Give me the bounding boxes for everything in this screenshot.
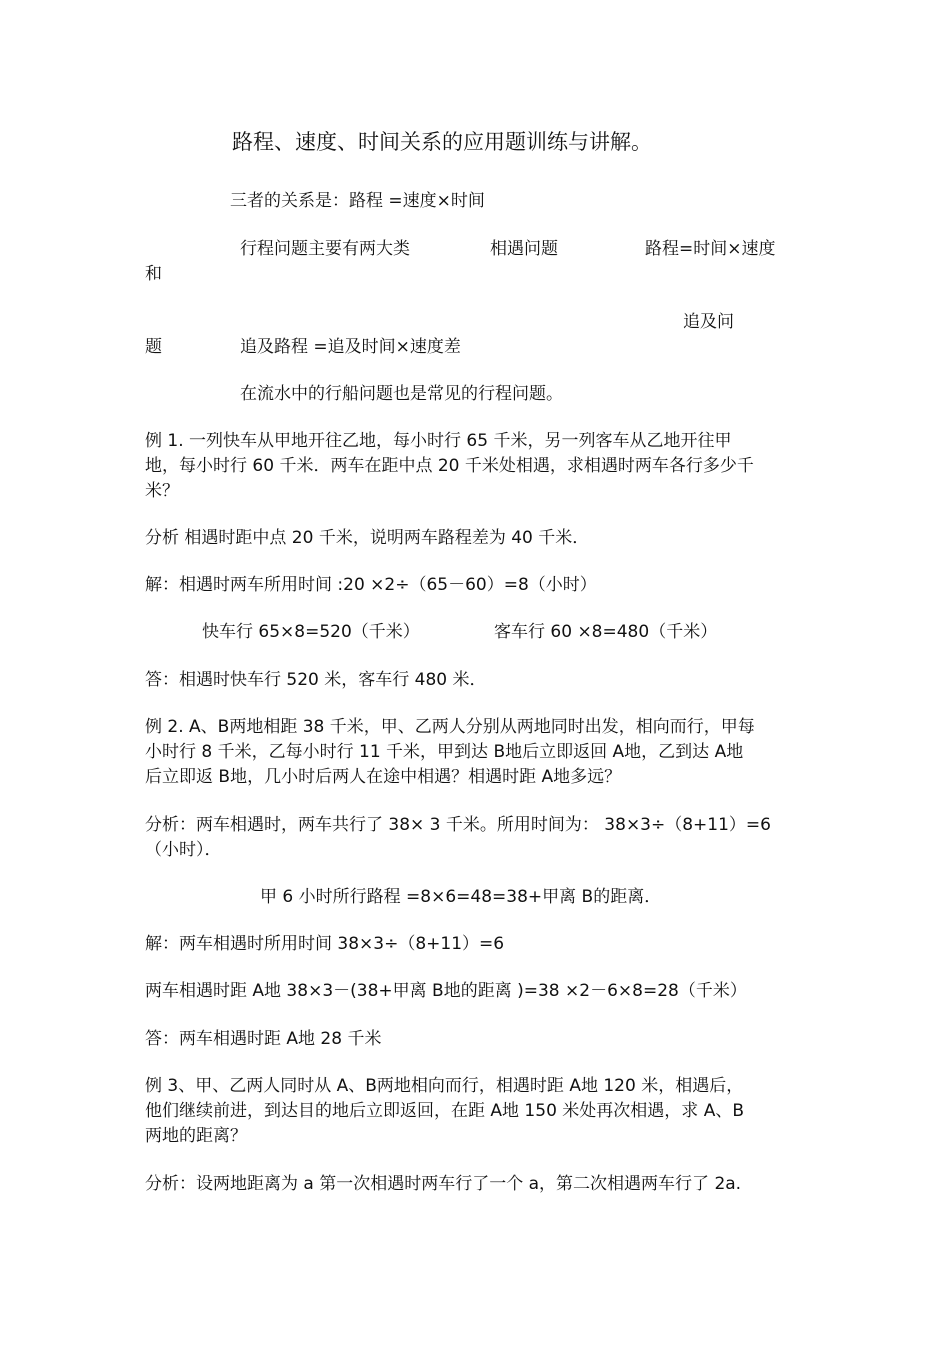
ex2-solution-line: 解：两车相遇时所用时间 38×3÷（8+11）=6	[145, 934, 505, 954]
ex3-question-line: 两地的距离？	[145, 1126, 247, 1146]
meet-formula: 路程=时间×速度	[645, 239, 776, 259]
page-title: 路程、速度、时间关系的应用题训练与讲解。	[232, 130, 652, 154]
ex2-answer: 答：两车相遇时距 A地 28 千米	[145, 1029, 382, 1049]
ex2-question-line: 后立即返 B地，几小时后两人在途中相遇？相遇时距 A地多远？	[145, 767, 622, 787]
ex3-analysis: 分析：设两地距离为 a 第一次相遇时两车行了一个 a，第二次相遇两车行了 2a.	[145, 1174, 742, 1194]
chase-label-a: 追及问	[683, 312, 734, 332]
chase-formula: 追及路程 =追及时间×速度差	[240, 337, 461, 357]
ex1-question-line: 例 1. 一列快车从甲地开往乙地，每小时行 65 千米，另一列客车从乙地开往甲	[145, 431, 732, 451]
ex2-solution-line: 两车相遇时距 A地 38×3－(38+甲离 B地的距离 )=38 ×2－6×8=28（千米）	[145, 981, 747, 1001]
ex2-question-line: 例 2. A、B两地相距 38 千米，甲、乙两人分别从两地同时出发，相向而行，甲每	[145, 717, 755, 737]
ex1-question-line: 米？	[145, 481, 179, 501]
ex2-question-line: 小时行 8 千米，乙每小时行 11 千米，甲到达 B地后立即返回 A地，乙到达 A地	[145, 742, 744, 762]
meet-label: 相遇问题	[490, 239, 558, 259]
ex1-slow-train: 客车行 60 ×8=480（千米）	[494, 622, 718, 642]
chase-label-b: 题	[145, 337, 162, 357]
ex3-question-line: 例 3、甲、乙两人同时从 A、B两地相向而行，相遇时距 A地 120 米，相遇后，	[145, 1076, 744, 1096]
ex1-fast-train: 快车行 65×8=520（千米）	[202, 622, 420, 642]
relation-line: 三者的关系是：路程 =速度×时间	[230, 191, 485, 211]
ex2-note: 甲 6 小时所行路程 =8×6=48=38+甲离 B的距离．	[260, 887, 662, 907]
types-lead: 行程问题主要有两大类	[240, 239, 410, 259]
ex2-analysis-line: （小时）．	[145, 840, 222, 860]
ex1-solution: 解：相遇时两车所用时间 :20 ×2÷（65－60）=8（小时）	[145, 575, 597, 595]
and-word: 和	[145, 264, 162, 284]
ex2-analysis-line: 分析：两车相遇时，两车共行了 38× 3 千米。所用时间为： 38×3÷（8+11）=6	[145, 815, 771, 835]
boat-line: 在流水中的行船问题也是常见的行程问题。	[240, 384, 563, 404]
ex1-question-line: 地，每小时行 60 千米．两车在距中点 20 千米处相遇，求相遇时两车各行多少千	[145, 456, 754, 476]
ex3-question-line: 他们继续前进，到达目的地后立即返回，在距 A地 150 米处再次相遇，求 A、B	[145, 1101, 744, 1121]
ex1-answer: 答：相遇时快车行 520 米，客车行 480 米．	[145, 670, 487, 690]
ex1-analysis: 分析 相遇时距中点 20 千米，说明两车路程差为 40 千米．	[145, 528, 590, 548]
